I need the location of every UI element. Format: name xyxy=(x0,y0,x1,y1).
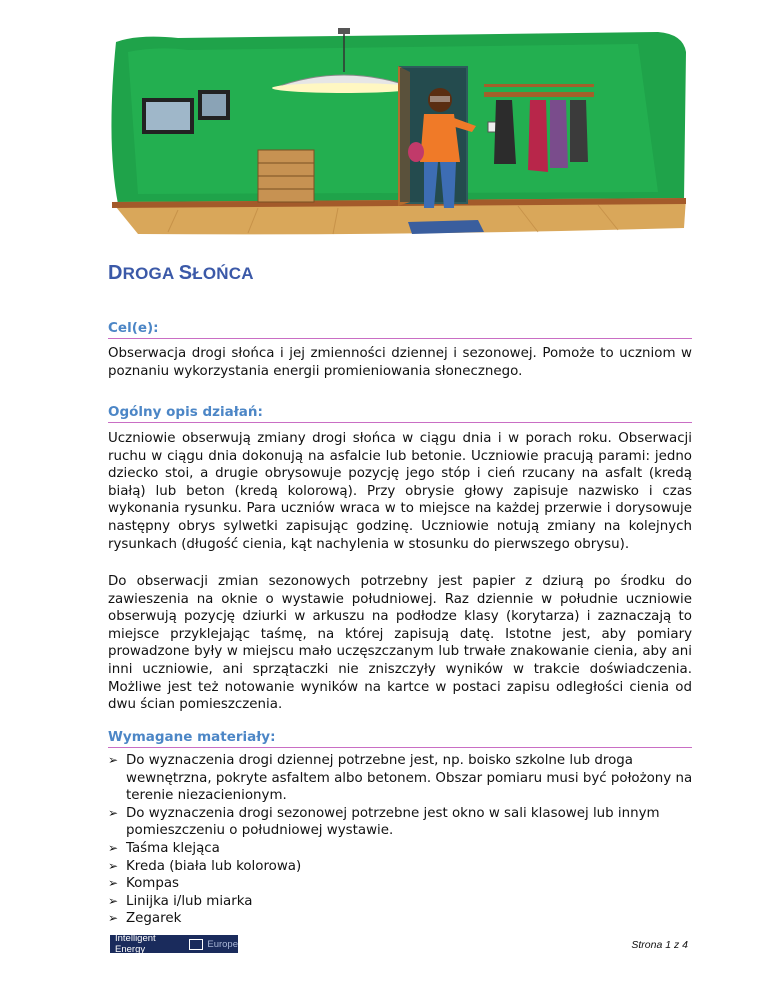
page-number: Strona 1 z 4 xyxy=(631,939,688,951)
arrow-bullet-icon: ➢ xyxy=(108,876,119,891)
list-item: ➢ Do wyznaczenia drogi dziennej potrzebne jest, np. boisko szkolne lub droga wewnętrzna, pokryte asfaltem albo betonem. Obszar pomiaru musi być położony na terenie niezacienionym. xyxy=(108,753,693,804)
materials-list xyxy=(108,752,698,928)
section-heading-materials: Wymagane materiały: xyxy=(108,729,692,748)
overview-paragraph-2: Do obserwacji zmian sezonowych potrzebny jest papier z dziurą po środku do zawieszenia na oknie o wystawie południowej. Raz dziennie w południe uczniowie obserwują pozycję dziurki w arkuszu na podłodze klasy (korytarza) i zaznaczają to miejsce przyklejając taśmę, na której zapisują datę. Istotne jest, aby pomiary prowadzone były w miejscu mało uczęszczanym lub trwałe znakowanie cienia, aby ani inni uczniowie, ani sprzątaczki nie zniszczyły wyników w trakcie doświadczenia. Możliwe jest też notowanie wyników na kartce w postaci zapisu odległości cienia od dwu ścian pomieszczenia. xyxy=(108,574,692,713)
section-heading-overview: Ogólny opis działań: xyxy=(108,404,692,423)
list-item: ➢ Linijka i/lub miarka xyxy=(108,893,253,909)
arrow-bullet-icon: ➢ xyxy=(108,753,119,767)
arrow-bullet-icon: ➢ xyxy=(108,840,119,855)
list-item: ➢ Kompas xyxy=(108,876,180,892)
page-title: DROGA SŁOŃCA xyxy=(108,262,254,284)
eu-flag-icon xyxy=(189,939,203,950)
arrow-bullet-icon: ➢ xyxy=(108,911,119,926)
list-item: ➢ Do wyznaczenia drogi sezonowej potrzebne jest okno w sali klasowej lub innym pomieszczeniu o południowej wystawie. xyxy=(108,805,660,839)
section-heading-goal: Cel(e): xyxy=(108,320,692,339)
arrow-bullet-icon: ➢ xyxy=(108,805,119,820)
list-item: ➢ Zegarek xyxy=(108,911,182,927)
intelligent-energy-logo: Intelligent Energy Europe xyxy=(110,935,238,953)
arrow-bullet-icon: ➢ xyxy=(108,893,119,908)
header-illustration xyxy=(98,22,688,250)
overview-paragraph-1: Uczniowie obserwują zmiany drogi słońca w ciągu dnia i w porach roku. Obserwacji ruchu w ciągu dnia dokonują na asfalcie lub betonie. Uczniowie pracują parami: jedno dziecko stoi, a drugie obrysowuje pozycję jego stóp i cień rzucany na asfalt (kredą białą) lub beton (kredą kolorową). Przy obrysie głowy zapisuje nazwisko i czas wykonania rysunku. Para uczniów wraca w to miejsce na każdej przerwie i dorysowuje następny obrys sylwetki zapisując godzinę. Uczniowie notują zmiany na kolejnych rysunkach (długość cienia, kąt nachylenia w stosunku do pierwszego obrysu). xyxy=(108,431,692,552)
list-item: ➢ Kreda (biała lub kolorowa) xyxy=(108,858,302,874)
arrow-bullet-icon: ➢ xyxy=(108,858,119,873)
goal-text: Obserwacja drogi słońca i jej zmienności dziennej i sezonowej. Pomoże to uczniom w poznaniu wykorzystania energii promieniowania słonecznego. xyxy=(108,346,692,379)
list-item: ➢ Taśma klejąca xyxy=(108,840,220,856)
